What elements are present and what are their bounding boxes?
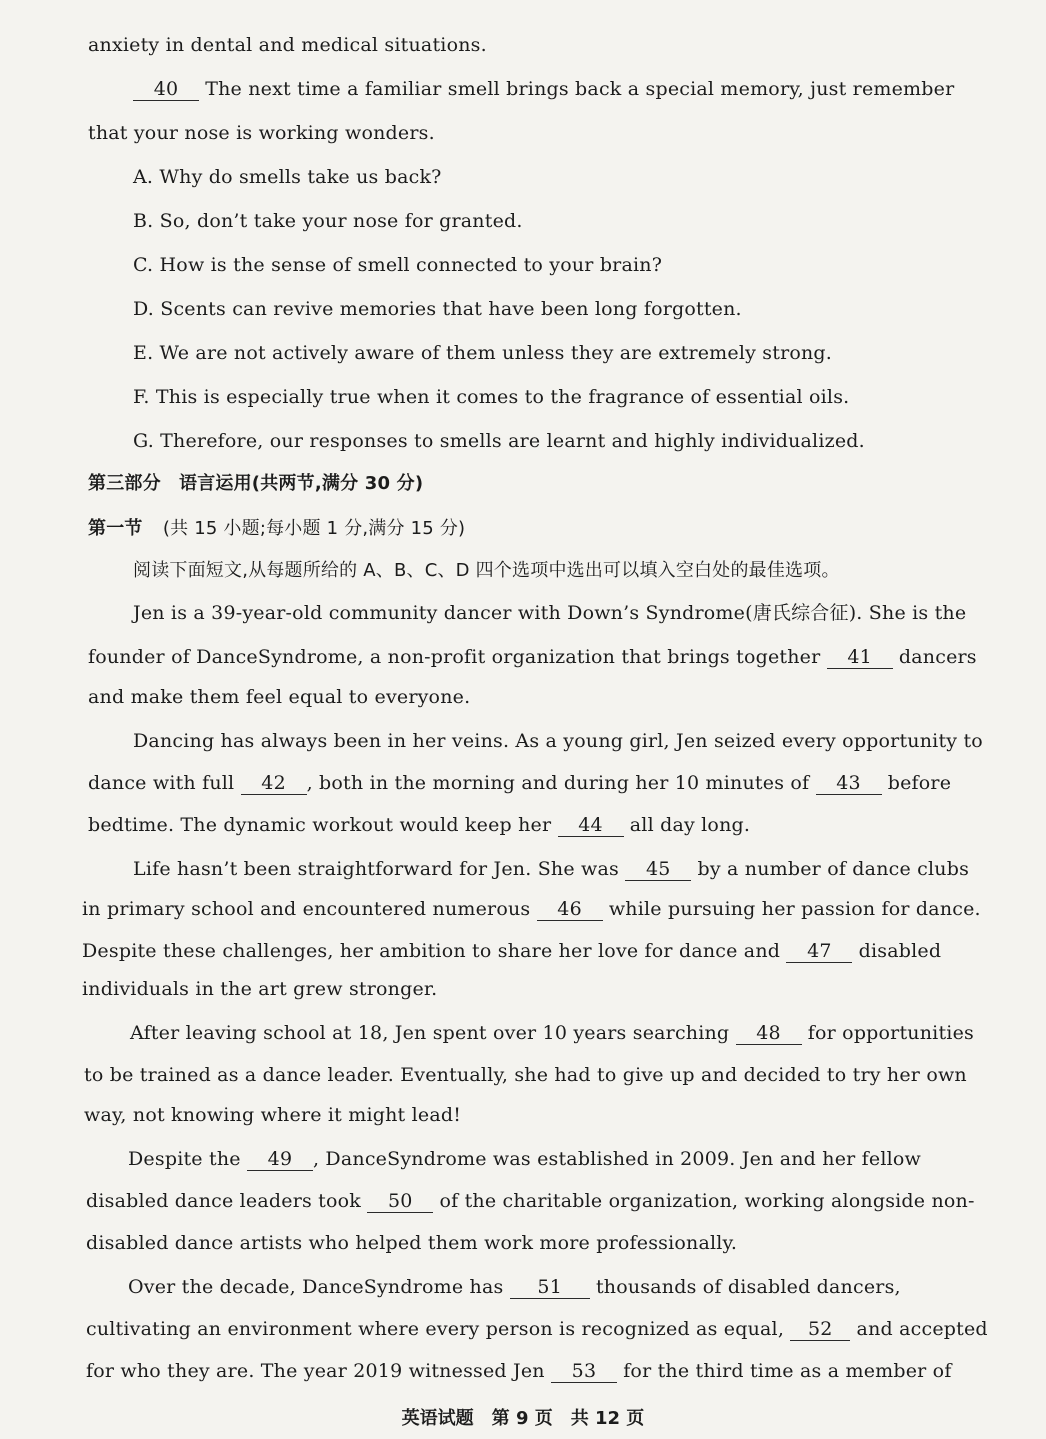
blank-49: 49 (247, 1148, 313, 1171)
cloze-text: Life hasn’t been straightforward for Jen. She was (133, 858, 626, 880)
instruction: 阅读下面短文,从每题所给的 A、B、C、D 四个选项中选出可以填入空白处的最佳选项。 (133, 560, 840, 581)
passage-line: that your nose is working wonders. (88, 122, 435, 144)
cloze-line: way, not knowing where it might lead! (84, 1104, 462, 1126)
cloze-text: , DanceSyndrome was established in 2009. Jen and her fellow (312, 1148, 921, 1170)
cloze-text: and accepted (850, 1318, 988, 1340)
cloze-text: by a number of dance clubs (691, 858, 970, 880)
option-c: C. How is the sense of smell connected to your brain? (133, 254, 663, 276)
blank-46: 46 (537, 898, 603, 921)
cloze-line: Jen is a 39-year-old community dancer with Down’s Syndrome(唐氏综合征). She is the (133, 602, 967, 624)
cloze-line (88, 770, 951, 796)
cloze-line: to be trained as a dance leader. Eventually, she had to give up and decided to try her own (84, 1064, 967, 1086)
blank-53: 53 (551, 1360, 617, 1383)
page-footer: 英语试题 第 9 页 共 12 页 (401, 1408, 645, 1429)
blank-43: 43 (816, 772, 882, 795)
blank-40: 40 (133, 78, 199, 101)
cloze-line (88, 812, 750, 838)
cloze-line: individuals in the art grew stronger. (82, 978, 438, 1000)
cloze-text: dancers (892, 646, 977, 668)
cloze-text: disabled dance leaders took (86, 1190, 368, 1212)
cloze-text: while pursuing her passion for dance. (602, 898, 981, 920)
cloze-line (86, 1188, 975, 1214)
cloze-line (130, 1020, 974, 1046)
blank-44: 44 (558, 814, 624, 837)
blank-41: 41 (827, 646, 893, 669)
blank-48: 48 (736, 1022, 802, 1045)
part-title: 第三部分 语言运用(共两节,满分 30 分) (88, 473, 424, 494)
cloze-text: Despite these challenges, her ambition to share her love for dance and (82, 940, 787, 962)
option-b: B. So, don’t take your nose for granted. (133, 210, 523, 232)
cloze-text: dance with full (88, 772, 241, 794)
cloze-line (82, 896, 981, 922)
cloze-text: After leaving school at 18, Jen spent over 10 years searching (130, 1022, 736, 1044)
cloze-text: founder of DanceSyndrome, a non-profit organization that brings together (88, 646, 827, 668)
cloze-text: of the charitable organization, working alongside non- (433, 1190, 975, 1212)
cloze-text: in primary school and encountered numerous (82, 898, 537, 920)
cloze-text: for the third time as a member of (616, 1360, 952, 1382)
cloze-line (133, 856, 969, 882)
cloze-line (128, 1274, 901, 1300)
cloze-line (128, 1146, 921, 1172)
cloze-text: cultivating an environment where every person is recognized as equal, (86, 1318, 791, 1340)
cloze-text: disabled (852, 940, 942, 962)
blank-50: 50 (367, 1190, 433, 1213)
cloze-text: Over the decade, DanceSyndrome has (128, 1276, 510, 1298)
sub-title-detail: (共 15 小题;每小题 1 分,满分 15 分) (162, 518, 466, 539)
sub-title (88, 515, 465, 542)
passage-line-q40 (133, 76, 954, 102)
cloze-text: bedtime. The dynamic workout would keep her (88, 814, 558, 836)
blank-51: 51 (510, 1276, 590, 1299)
option-g: G. Therefore, our responses to smells are learnt and highly individualized. (133, 430, 865, 452)
option-d: D. Scents can revive memories that have been long forgotten. (133, 298, 742, 320)
cloze-text: for opportunities (801, 1022, 974, 1044)
cloze-line: and make them feel equal to everyone. (88, 686, 471, 708)
option-f: F. This is especially true when it comes to the fragrance of essential oils. (133, 386, 850, 408)
blank-52: 52 (790, 1318, 850, 1341)
cloze-text: all day long. (623, 814, 751, 836)
cloze-text: Despite the (128, 1148, 247, 1170)
cloze-line: Dancing has always been in her veins. As a young girl, Jen seized every opportunity to (133, 730, 983, 752)
blank-45: 45 (625, 858, 691, 881)
cloze-line (88, 644, 977, 670)
option-e: E. We are not actively aware of them unless they are extremely strong. (133, 342, 833, 364)
passage-text: The next time a familiar smell brings back a special memory, just remember (199, 78, 955, 100)
blank-42: 42 (241, 772, 307, 795)
cloze-line (86, 1358, 952, 1384)
cloze-line: disabled dance artists who helped them work more professionally. (86, 1232, 738, 1254)
passage-line: anxiety in dental and medical situations. (88, 34, 487, 56)
cloze-line (82, 938, 941, 964)
cloze-line (86, 1316, 988, 1342)
cloze-text: thousands of disabled dancers, (589, 1276, 901, 1298)
cloze-text: before (881, 772, 952, 794)
cloze-text: , both in the morning and during her 10 minutes of (306, 772, 816, 794)
sub-title-label: 第一节 (88, 518, 143, 539)
blank-47: 47 (786, 940, 852, 963)
option-a: A. Why do smells take us back? (133, 166, 442, 188)
cloze-text: for who they are. The year 2019 witnessed Jen (86, 1360, 551, 1382)
